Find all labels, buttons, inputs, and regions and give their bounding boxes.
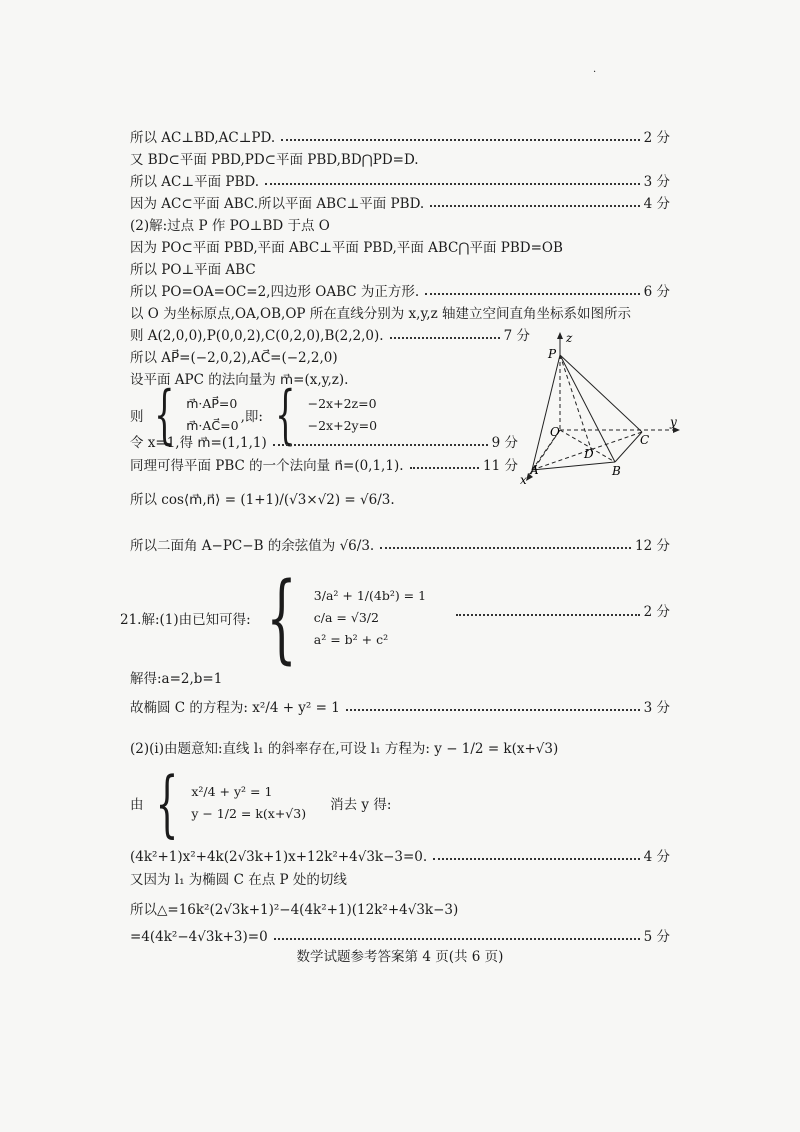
corner-mark: . <box>593 64 597 75</box>
pyramid-figure <box>510 330 690 490</box>
answer-line: 又因为 l₁ 为椭圆 C 在点 P 处的切线 <box>130 872 347 888</box>
svg-text:C: C <box>640 433 650 447</box>
answer-line: 解得:a=2,b=1 <box>130 671 223 687</box>
answer-line: 所以 AC⊥BD,AC⊥PD. 2 分 <box>130 130 670 146</box>
answer-line: 令 x=1,得 m⃗=(1,1,1) 9 分 <box>130 435 518 451</box>
answer-line: 以 O 为坐标原点,OA,OB,OP 所在直线分别为 x,y,z 轴建立空间直角坐标系如图所示 <box>130 306 631 322</box>
answer-line: 同理可得平面 PBC 的一个法向量 n⃗=(0,1,1). 11 分 <box>130 458 518 474</box>
answer-line: 又 BD⊂平面 PBD,PD⊂平面 PBD,BD⋂PD=D. <box>130 152 419 168</box>
answer-line: 所以 cos⟨m⃗,n⃗⟩ = (1+1)/(√3×√2) = √6/3. <box>130 492 395 508</box>
answer-line: 所以 PO⊥平面 ABC <box>130 262 256 278</box>
answer-line: (2)(i)由题意知:直线 l₁ 的斜率存在,可设 l₁ 方程为: y − 1/2 = k(x+√3) <box>130 741 559 757</box>
answer-line: 则 A(2,0,0),P(0,0,2),C(0,2,0),B(2,2,0). 7 分 <box>130 328 530 344</box>
answer-line: 因为 PO⊂平面 PBD,平面 ABC⊥平面 PBD,平面 ABC⋂平面 PBD=OB <box>130 240 563 256</box>
answer-line: 所以△=16k²(2√3k+1)²−4(4k²+1)(12k²+4√3k−3) <box>130 902 459 918</box>
answer-line: 所以 PO=OA=OC=2,四边形 OABC 为正方形. 6 分 <box>130 284 670 300</box>
equation-system-2: 由 { x²/4 + y² = 1 y − 1/2 = k(x+√3) 消去 y 得: <box>130 761 392 845</box>
equation-system-q21: 21.解:(1)由已知可得: { 3/a² + 1/(4b²) = 1 c/a = √3/2 a² = b² + c² 2 分 <box>120 562 670 674</box>
answer-line: 所以 AC⊥平面 PBD. 3 分 <box>130 174 670 190</box>
svg-text:D: D <box>584 447 594 461</box>
answer-line: 所以二面角 A−PC−B 的余弦值为 √6/3. 12 分 <box>130 538 670 554</box>
answer-line: 所以 AP⃗=(−2,0,2),AC⃗=(−2,2,0) <box>130 350 338 366</box>
svg-text:y: y <box>670 415 677 429</box>
svg-text:z: z <box>566 331 573 345</box>
answer-line: 因为 AC⊂平面 ABC.所以平面 ABC⊥平面 PBD. 4 分 <box>130 196 670 212</box>
equation-system-1: 则 { m⃗·AP⃗=0 m⃗·AC⃗=0 ,即: { −2x+2z=0 −2x+2y=0 <box>130 378 378 452</box>
svg-text:O: O <box>550 425 560 439</box>
svg-text:x: x <box>520 473 527 487</box>
page-footer: 数学试题参考答案第 4 页(共 6 页) <box>296 949 504 965</box>
answer-line: =4(4k²−4√3k+3)=0 5 分 <box>130 929 670 945</box>
svg-text:P: P <box>548 347 557 361</box>
answer-line: 故椭圆 C 的方程为: x²/4 + y² = 1 3 分 <box>130 700 670 716</box>
svg-text:B: B <box>612 464 621 478</box>
answer-line: (4k²+1)x²+4k(2√3k+1)x+12k²+4√3k−3=0. 4 分 <box>130 849 670 865</box>
answer-line: 设平面 APC 的法向量为 m⃗=(x,y,z). <box>130 372 349 388</box>
answer-line: (2)解:过点 P 作 PO⊥BD 于点 O <box>130 218 330 234</box>
svg-text:A: A <box>530 463 539 477</box>
